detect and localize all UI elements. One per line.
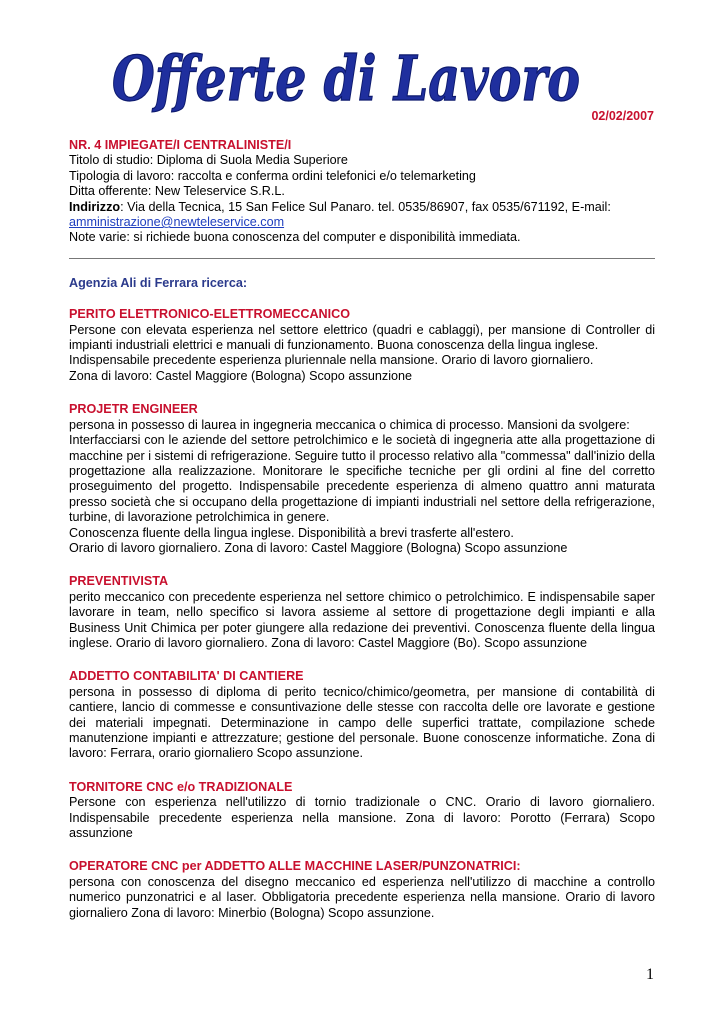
email-link[interactable]: amministrazione@newteleservice.com	[69, 215, 285, 230]
offer-notes: Note varie: si richiede buona conoscenza del computer e disponibilità immediata.	[69, 230, 521, 245]
job-title: PROJETR ENGINEER	[69, 402, 198, 417]
job-description: persona in possesso di laurea in ingegneria meccanica o chimica di processo. Mansioni da svolgere:	[69, 417, 630, 432]
title-text: Offerte di Lavoro	[112, 42, 580, 115]
agency-heading: Agenzia Ali di Ferrara ricerca:	[69, 275, 248, 290]
job-description: Persone con esperienza nell'utilizzo di tornio tradizionale o CNC. Orario di lavoro giornaliero. Indispensabile precedente esperienza nella mansione. Zona di lavoro: Porotto (Ferrara) Scopo assunzione	[69, 795, 655, 841]
address-label: Indirizzo	[69, 199, 121, 214]
job-description: Indispensabile precedente esperienza pluriennale nella mansione. Orario di lavoro giornaliero.	[69, 353, 594, 368]
job-listing	[69, 780, 655, 842]
offer-line: Tipologia di lavoro: raccolta e conferma ordini telefonici e/o telemarketing	[69, 168, 476, 183]
document-body	[69, 138, 655, 921]
address-line	[69, 200, 655, 215]
title-wordart	[108, 38, 588, 118]
section-divider	[69, 258, 655, 259]
offer-line: Ditta offerente: New Teleservice S.R.L.	[69, 184, 285, 199]
job-description: Interfacciarsi con le aziende del settore petrolchimico e le società di ingegneria atte alla progettazione di macchine per i sistemi di refrigerazione. Seguire tutto il processo relativo alla "commessa" dall'inizio della progettazione alla realizzazione. Monitorare le specifiche tecniche per gli ordini al fine del corretto proseguimento del progetto. Indispensabile precedente esperienza di almeno quattro anni maturata presso società che si occupano della progettazione di impianti industriali nel settore della refrigerazione, turbine, di lavorazione petrolchimica in genere.	[69, 433, 655, 525]
job-description: Conoscenza fluente della lingua inglese. Disponibilità a brevi trasferte all'estero.	[69, 525, 514, 540]
address-text: : Via della Tecnica, 15 San Felice Sul Panaro. tel. 0535/86907, fax 0535/671192, E-mail:	[120, 199, 611, 214]
job-listing	[69, 574, 655, 651]
job-description: persona in possesso di diploma di perito tecnico/chimico/geometra, per mansione di contabilità di cantiere, lancio di commesse e consuntivazione delle stesse con raccolta delle ore lavorate e gestione dei materiali impegnati. Determinazione in campo delle superfici trattate, compilazione schede manutenzione impianti e attrezzature; gestione del personale. Buone conoscenze informatiche. Zona di lavoro: Ferrara, orario giornaliero Scopo assunzione.	[69, 684, 655, 761]
job-title: OPERATORE CNC per ADDETTO ALLE MACCHINE LASER/PUNZONATRICI:	[69, 859, 521, 874]
document-date: 02/02/2007	[591, 109, 654, 123]
job-description: persona con conoscenza del disegno meccanico ed esperienza nell'utilizzo di macchine a controllo numerico punzonatrici e al laser. Obbligatoria precedente esperienza nella mansione. Orario di lavoro giornaliero Zona di lavoro: Minerbio (Bologna) Scopo assunzione.	[69, 874, 655, 920]
job-title: NR. 4 IMPIEGATE/I CENTRALINISTE/I	[69, 138, 292, 152]
job-title: ADDETTO CONTABILITA' DI CANTIERE	[69, 669, 304, 684]
job-listing	[69, 402, 655, 556]
job-title: PREVENTIVISTA	[69, 574, 169, 589]
job-listing	[69, 859, 655, 921]
offer-line: Titolo di studio: Diploma di Suola Media Superiore	[69, 153, 348, 168]
job-description: perito meccanico con precedente esperienza nel settore chimico o petrolchimico. E indispensabile saper lavorare in team, nello specifico si lavora assieme al settore di progettazione degli impianti e alla Business Unit Chimica per poter giungere alla redazione dei preventivi. Conoscenza fluente della lingua inglese. Orario di lavoro giornaliero. Zona di lavoro: Castel Maggiore (Bo). Scopo assunzione	[69, 589, 655, 650]
job-listing	[69, 307, 655, 384]
page-title-logo	[108, 38, 588, 118]
job-description: Persone con elevata esperienza nel settore elettrico (quadri e cablaggi), per mansione di Controller di impianti industriali elettrici e manuali di funzionamento. Buona conoscenza della lingua inglese.	[69, 322, 655, 353]
page-number: 1	[646, 966, 654, 983]
job-listing	[69, 669, 655, 761]
job-description: Orario di lavoro giornaliero. Zona di lavoro: Castel Maggiore (Bologna) Scopo assunzione	[69, 540, 568, 555]
job-description: Zona di lavoro: Castel Maggiore (Bologna) Scopo assunzione	[69, 368, 413, 383]
first-offer	[69, 138, 655, 246]
job-title: PERITO ELETTRONICO-ELETTROMECCANICO	[69, 307, 351, 322]
job-title: TORNITORE CNC e/o TRADIZIONALE	[69, 779, 293, 794]
